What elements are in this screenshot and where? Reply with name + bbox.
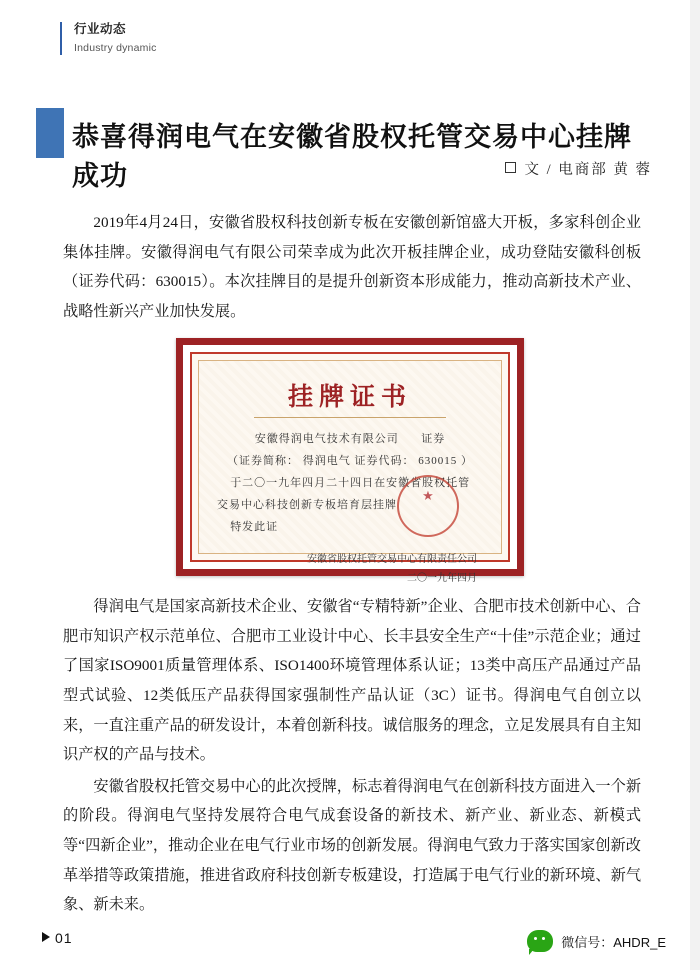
wechat-footer [527, 930, 666, 952]
certificate-code-line: （证券简称： 得润电气 证券代码： 630015 ） [227, 455, 473, 467]
certificate-frame [176, 338, 524, 584]
certificate-body-line-1: 于二〇一九年四月二十四日在安徽省股权托管 [230, 477, 471, 489]
certificate-company [217, 428, 483, 450]
certificate-divider [254, 417, 446, 418]
article-body-lower [63, 592, 641, 922]
page-number-value: 01 [55, 930, 73, 946]
certificate-issuer: 安徽省股权托管交易中心有限责任公司 [307, 554, 477, 565]
certificate-issuer-block [217, 550, 483, 588]
seal-star-icon: ★ [422, 488, 434, 503]
page-number [42, 930, 73, 946]
byline-text: 文 / 电商部 黄 蓉 [524, 162, 652, 178]
certificate-title: 挂牌证书 [287, 384, 412, 411]
certificate-body-line-2: 交易中心科技创新专板培育层挂牌 [217, 499, 397, 511]
triangle-icon [42, 932, 50, 942]
certificate-image [176, 338, 524, 584]
running-head [60, 22, 157, 55]
certificate-right-label: 证券 [421, 433, 446, 445]
certificate-content [198, 360, 502, 584]
certificate-body-line-3: 特发此证 [230, 521, 279, 533]
wechat-icon [527, 930, 553, 952]
page-edge-shadow [690, 0, 700, 970]
byline [505, 158, 652, 179]
square-bullet-icon [505, 162, 516, 173]
certificate-inner-frame [190, 352, 510, 584]
paragraph: 得润电气是国家高新技术企业、安徽省“专精特新”企业、合肥市技术创新中心、合肥市知识产权示范单位、合肥市工业设计中心、长丰县安全生产“十佳”示范企业；通过了国家ISO9001质量管理体系、ISO1400环境管理体系认证；13类中高压产品通过产品型式试验、12类低压产品获得国家强制性产品认证（3C）证书。得润电气自创立以来，一直注重产品的研发设计，本着创新科技。诚信服务的理念，立足发展具有自主知识产权的产品与技术。 [63, 598, 641, 764]
article-body-upper [63, 208, 641, 329]
certificate-date: 二〇一九年四月 [407, 573, 477, 584]
running-head-cn: 行业动态 [74, 22, 127, 36]
paragraph: 2019年4月24日，安徽省股权科技创新专板在安徽创新馆盛大开板，多家科创企业集体挂牌。安徽得润电气有限公司荣幸成为此次开板挂牌企业，成功登陆安徽科创板（证券代码：630015）。本次挂牌目的是提升创新资本形成能力，推动高新技术产业、战略性新兴产业加快发展。 [63, 214, 641, 320]
title-accent-block [36, 108, 64, 158]
official-seal-icon [397, 475, 459, 537]
wechat-label: 微信号：AHDR_E [561, 934, 666, 950]
page-title: 恭喜得润电气在安徽省股权托管交易中心挂牌成功 [72, 122, 632, 192]
running-head-en: Industry dynamic [74, 41, 157, 54]
paragraph: 安徽省股权托管交易中心的此次授牌，标志着得润电气在创新科技方面进入一个新的阶段。得润电气坚持发展符合电气成套设备的新技术、新产业、新业态、新模式等“四新企业”，推动企业在电气行业市场的创新发展。得润电气致力于落实国家创新改革举措等政策措施，推进省政府科技创新专板建设，打造属于电气行业的新环境、新气象、新未来。 [63, 777, 641, 914]
certificate-company-name: 安徽得润电气技术有限公司 [254, 433, 399, 445]
